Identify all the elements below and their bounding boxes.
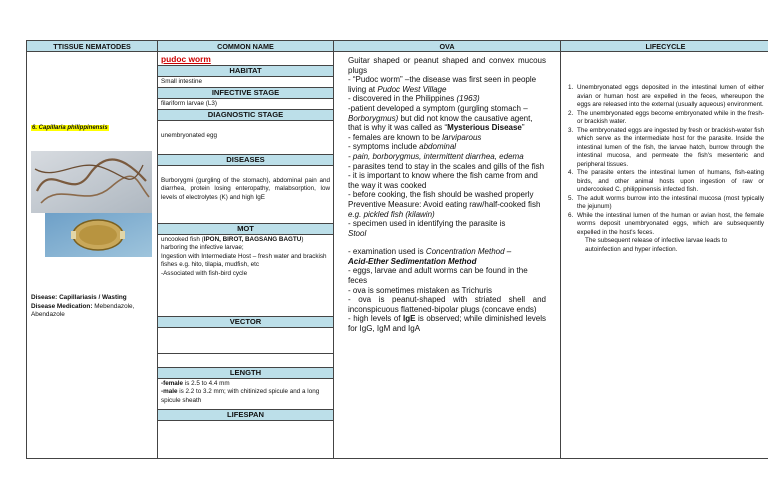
infective-stage-heading: INFECTIVE STAGE: [158, 87, 333, 99]
ova-peanut-shape: - ova is peanut-shaped with striated shell and inconspicuous flattened-bipolar plugs (concave ends): [348, 295, 546, 314]
vector-spacer: [158, 354, 333, 367]
lifecycle-step: 4. The parasite enters the intestinal lumen of humans, fish-eating birds, and other animal hosts upon ingestion of raw or undercooked C. philippinensis infected fish.: [575, 169, 764, 195]
habitat-heading: HABITAT: [158, 65, 333, 77]
disease-info: [31, 294, 155, 320]
ova-symptoms-list: - pain, borborygmus, intermittent diarrhea, edema: [348, 151, 524, 161]
header-lifecycle: LIFECYCLE: [561, 41, 768, 52]
ova-parasite-location: - parasites tend to stay in the scales and gills of the fish: [348, 161, 545, 171]
ova-symptom-text: -patient developed a symptom (gurgling stomach –: [348, 103, 528, 113]
ova-pudoc-worm: [348, 75, 546, 94]
ova-larviparous-term: larviparous: [442, 132, 482, 142]
ova-ige-text: - high levels of: [348, 314, 404, 324]
specimen-photo: [31, 151, 152, 257]
ova-ige-levels: [348, 314, 546, 333]
habitat-value: Small intestine: [161, 78, 202, 85]
ova-symptom-post: but did not know the causative agent, that is why it was called as “: [348, 113, 533, 133]
nematode-table: [26, 40, 768, 459]
ova-preventive: [348, 200, 546, 219]
diagnostic-stage-value: unembryonated egg: [161, 132, 218, 139]
ova-larviparous: [348, 133, 546, 143]
ova-concentration-method: Concentration Method –: [425, 247, 512, 257]
diagnostic-stage-heading: DIAGNOSTIC STAGE: [158, 109, 333, 121]
vector-value: [158, 328, 333, 354]
ova-stool: Stool: [348, 228, 367, 238]
ova-abdominal: abdominal: [419, 142, 457, 152]
ova-found-in-feces: - eggs, larvae and adult worms can be found in the feces: [348, 266, 528, 286]
lifespan-heading: LIFESPAN: [158, 409, 333, 421]
lifecycle-cell: [561, 52, 768, 459]
lifecycle-step: 1. Unembryonated eggs deposited in the intestinal lumen of either avian or human host are expelled in the feces, whereupon the eggs are released into the external (usually aqueous) environment.: [575, 84, 764, 110]
nematode-cell: [27, 52, 158, 459]
header-tissue-nematodes: TTISSUE NEMATODES: [27, 41, 158, 52]
header-ova: OVA: [334, 41, 561, 52]
mot-post: ) harboring the infective larvae;: [161, 236, 304, 252]
ova-examination-text: - examination used is: [348, 247, 426, 257]
content-row: [27, 52, 768, 459]
ova-pickled-fish: e.g. pickled fish (kilawin): [348, 209, 435, 219]
lifecycle-continuation: The subsequent release of infective larvae leads to autoinfection and hyper infection.: [585, 237, 728, 253]
ova-symptoms-include: [348, 142, 546, 152]
ova-examination: [348, 247, 546, 257]
ova-ige: IgE: [403, 314, 416, 324]
common-name-title: pudoc worm: [161, 54, 211, 64]
ova-acid-ether-method: Acid-Ether Sedimentation Method: [348, 256, 477, 266]
vector-heading: VECTOR: [158, 316, 333, 328]
length-heading: LENGTH: [158, 367, 333, 379]
header-common-name: COMMON NAME: [158, 41, 334, 52]
ova-mistaken-trichuris: - ova is sometimes mistaken as Trichuris: [348, 285, 493, 295]
diseases-value: Burborygmi (gurgling of the stomach), abdominal pain and diarrhea, protein losing enteropathy, malabsorption, low levels of electrolytes (K) and high IgE: [161, 177, 330, 201]
header-row: [27, 41, 768, 52]
mot-value: [158, 235, 333, 316]
mot-fish-names: IPON, BIROT, BAGSANG BAGTU: [203, 236, 302, 243]
mot-pre: uncooked fish (: [161, 236, 204, 243]
female-length: is 2.5 to 4.4 mm: [184, 380, 230, 387]
lifecycle-steps: [561, 52, 768, 237]
ova-cell: [334, 52, 561, 459]
ova-text: [334, 52, 560, 334]
diseases-heading: DISEASES: [158, 154, 333, 166]
ova-specimen: - specimen used in identifying the parasite is: [348, 219, 506, 229]
disease-label: Disease: Capillariasis / Wasting: [31, 294, 127, 301]
ova-discovered-year: (1963): [456, 94, 480, 104]
ova-wash-fish: - before cooking, the fish should be washed properly: [348, 190, 534, 200]
lifecycle-step: 5. The adult worms burrow into the intestinal mucosa (most typically the jejunum): [575, 195, 764, 212]
mot-fish-bird-cycle: -Associated with fish-bird cycle: [161, 269, 248, 277]
ova-fish-origin: - it is important to know where the fish came from and the way it was cooked: [348, 171, 538, 190]
common-name-cell: [158, 52, 334, 459]
ova-discovered: [348, 94, 546, 104]
mot-intermediate-host: Ingestion with Intermediate Host – fresh water and brackish fishes e.g. hito, tilapia, mudfish, etc: [161, 252, 327, 269]
ova-shape: Guitar shaped or peanut shaped and convex mucous plugs: [348, 56, 546, 75]
infective-stage-value: filariform larvae (L3): [161, 100, 217, 107]
male-length: is 2.2 to 3.2 mm; with chitinized spicule and a long spicule sheath: [161, 388, 320, 404]
ova-discovered-text: - discovered in the Philippines: [348, 94, 457, 104]
lifecycle-step: 2. The unembryonated eggs become embryonated while in the fresh- or brackish water.: [575, 110, 764, 127]
medication-value: Mebendazole, Abendazole: [31, 302, 135, 319]
male-label: -male: [161, 388, 178, 396]
mot-heading: MOT: [158, 223, 333, 235]
ova-borborygmus: Borborygmus): [348, 113, 399, 123]
ova-mysterious-disease: Mysterious Disease: [447, 123, 522, 133]
ova-larviparous-text: - females are known to be: [348, 132, 443, 142]
ova-pudoc-village: Pudoc West Village: [377, 84, 447, 94]
ova-quote-end: ”: [521, 123, 525, 133]
ova-symptom: [348, 104, 546, 133]
medication-label: Disease Medication:: [31, 302, 93, 310]
ova-pudoc-text: - “Pudoc worm” –the disease was first seen in people living at: [348, 75, 537, 94]
lifecycle-step: 6. While the intestinal lumen of the human or avian host, the female worms deposit unembryonated eggs, which are subsequently expelled in the host's feces.: [575, 212, 764, 238]
ova-ige-post: is observed; while diminished levels for IgG, IgM and IgA: [348, 314, 546, 334]
ova-preventive-text: Preventive Measure: Avoid eating raw/half-cooked fish: [348, 199, 541, 209]
ova-symptoms-text: - symptoms include: [348, 142, 420, 152]
species-name: 6. Capillaria philippinensis: [32, 125, 108, 131]
female-label: -female: [161, 380, 184, 387]
length-value: [158, 379, 333, 409]
lifecycle-step: 3. The embryonated eggs are ingested by fresh or brackish-water fish which serve as the intermediate host for the parasite. Inside the intestinal lumen of the fish, the larvae hatch, burrow through the intestinal mucosa, and permeate the fish's mesenteric and peripheral tissues.: [575, 127, 764, 170]
